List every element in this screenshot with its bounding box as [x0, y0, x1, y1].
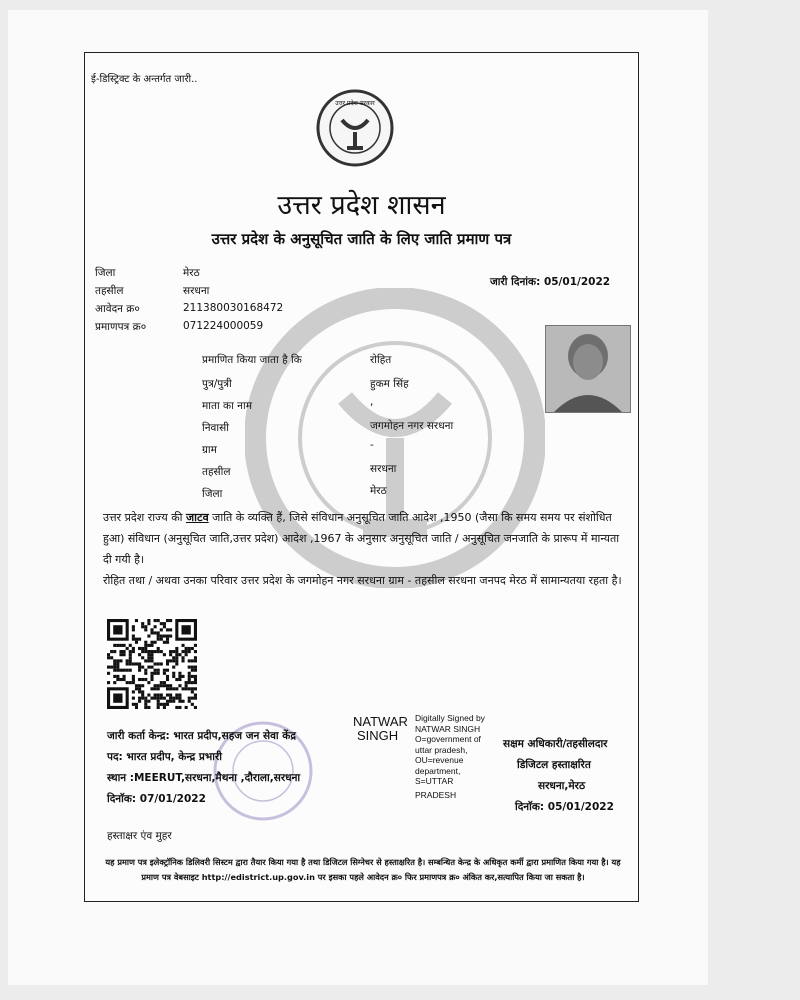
district-value: मेरठ	[183, 267, 200, 279]
issuer-place: स्थान :MEERUT,सरधना,मैथना ,दौराला,सरधना	[107, 772, 301, 784]
sig-line: Digitally Signed by	[415, 713, 485, 723]
issuing-center: जारी कर्ता केन्द्र: भारत प्रदीप,सहज जन सेवा केंद्र	[107, 730, 296, 742]
issuer-date: दिनाॅक: 07/01/2022	[107, 793, 206, 805]
digital-signature-details	[415, 713, 485, 800]
village-label: ग्राम	[202, 444, 217, 456]
detail-tehsil-label: तहसील	[202, 466, 231, 478]
caste-name: जाटव	[186, 511, 209, 524]
sig-line: department,	[415, 765, 461, 776]
detail-district-label: जिला	[202, 488, 223, 500]
certificate-label: प्रमाणपत्र क्र०	[95, 321, 147, 333]
son-label: पुत्र/पुत्री	[202, 378, 232, 390]
applicant-photo	[545, 325, 631, 413]
detail-tehsil-value: सरधना	[370, 463, 397, 475]
detail-district-value: मेरठ	[370, 485, 387, 497]
qr-code	[107, 618, 197, 710]
applicant-name: रोहित	[370, 354, 392, 366]
sig-line: S=UTTAR	[415, 776, 454, 786]
tehsil-label: तहसील	[95, 285, 124, 297]
certify-label: प्रमाणित किया जाता है कि	[202, 354, 302, 366]
sign-and-seal-label: हस्ताक्षर एंव मुहर	[107, 830, 172, 842]
village-value: -	[370, 439, 374, 451]
sig-line: OU=revenue	[415, 755, 464, 765]
sig-line: uttar pradesh,	[415, 744, 468, 755]
officer-title: सक्षम अधिकारी/तहसीलदार	[503, 738, 608, 750]
sig-line: PRADESH	[415, 789, 457, 800]
page-title: उत्तर प्रदेश शासन	[277, 190, 446, 221]
issuer-post: पद: भारत प्रदीप, केन्द्र प्रभारी	[107, 751, 222, 763]
officer-digital-sign: डिजिटल हस्ताक्षरित	[517, 759, 591, 771]
mother-name: ,	[370, 396, 374, 408]
caste-paragraph	[103, 507, 623, 570]
resident-label: निवासी	[202, 422, 229, 434]
father-name: हुकम सिंह	[370, 378, 409, 390]
signer-name-line1: NATWAR	[353, 714, 408, 729]
certificate-number: 071224000059	[183, 320, 264, 332]
certificate-subtitle: उत्तर प्रदेश के अनुसूचित जाति के लिए जाति प्रमाण पत्र	[211, 230, 512, 248]
sig-line: NATWAR SINGH	[415, 723, 481, 734]
district-label: जिला	[95, 267, 116, 279]
sig-line: O=government of	[415, 734, 481, 744]
issue-date: जारी दिनांक: 05/01/2022	[490, 276, 611, 288]
application-number: 211380030168472	[183, 302, 284, 314]
para-text-start: उत्तर प्रदेश राज्य की	[103, 511, 187, 524]
tehsil-value: सरधना	[183, 285, 210, 297]
certificate-frame	[84, 52, 639, 902]
signer-name	[353, 715, 408, 743]
signer-name-line2: SINGH	[357, 728, 399, 743]
resident-value: जगमोहन नगर सरधना	[370, 420, 454, 432]
application-label: आवेदन क्र०	[95, 303, 140, 315]
seal-text: उत्तर प्रदेश सरकार	[335, 100, 375, 107]
e-district-note: ई-डिस्ट्रिक्ट के अन्तर्गत जारी..	[91, 74, 198, 85]
officer-place: सरधना,मेरठ	[538, 780, 586, 792]
para-text-rest: जाति के व्यक्ति हैं, जिसे संविधान अनुसूचित जाति आदेश ,1950 (जैसा कि समय समय पर संशोधित हुआ) संविधान (अनुसूचित जाति,उत्तर प्रदेश) आदेश ,1967 के अनुसार अनुसूचित जाति / अनुसूचित जनजाति के प्रारूप में मान्यता दी गयी है।	[103, 511, 620, 566]
mother-label: माता का नाम	[202, 400, 252, 412]
residence-paragraph: रोहित तथा / अथवा उनका परिवार उत्तर प्रदेश के जगमोहन नगर सरधना ग्राम - तहसील सरधना जनपद मेरठ में सामान्यतया रहता है।	[103, 574, 622, 587]
officer-date: दिनाॅक: 05/01/2022	[515, 801, 614, 813]
verification-note: यह प्रमाण पत्र इलेक्ट्रॉनिक डिलिवरी सिस्टम द्वारा तैयार किया गया है तथा डिजिटल सिग्नेचर से हस्ताक्षरित है। सम्बन्धित केन्द्र के अधिकृत कर्मी द्वारा प्रमाणित किया गया है। यह प्रमाण पत्र वेबसाइट http://edistrict.up.gov.in पर इसका पहले आवेदन क्र० फिर प्रमाणपत्र क्र० अंकित कर,सत्यापित किया जा सकता है।	[105, 857, 621, 882]
